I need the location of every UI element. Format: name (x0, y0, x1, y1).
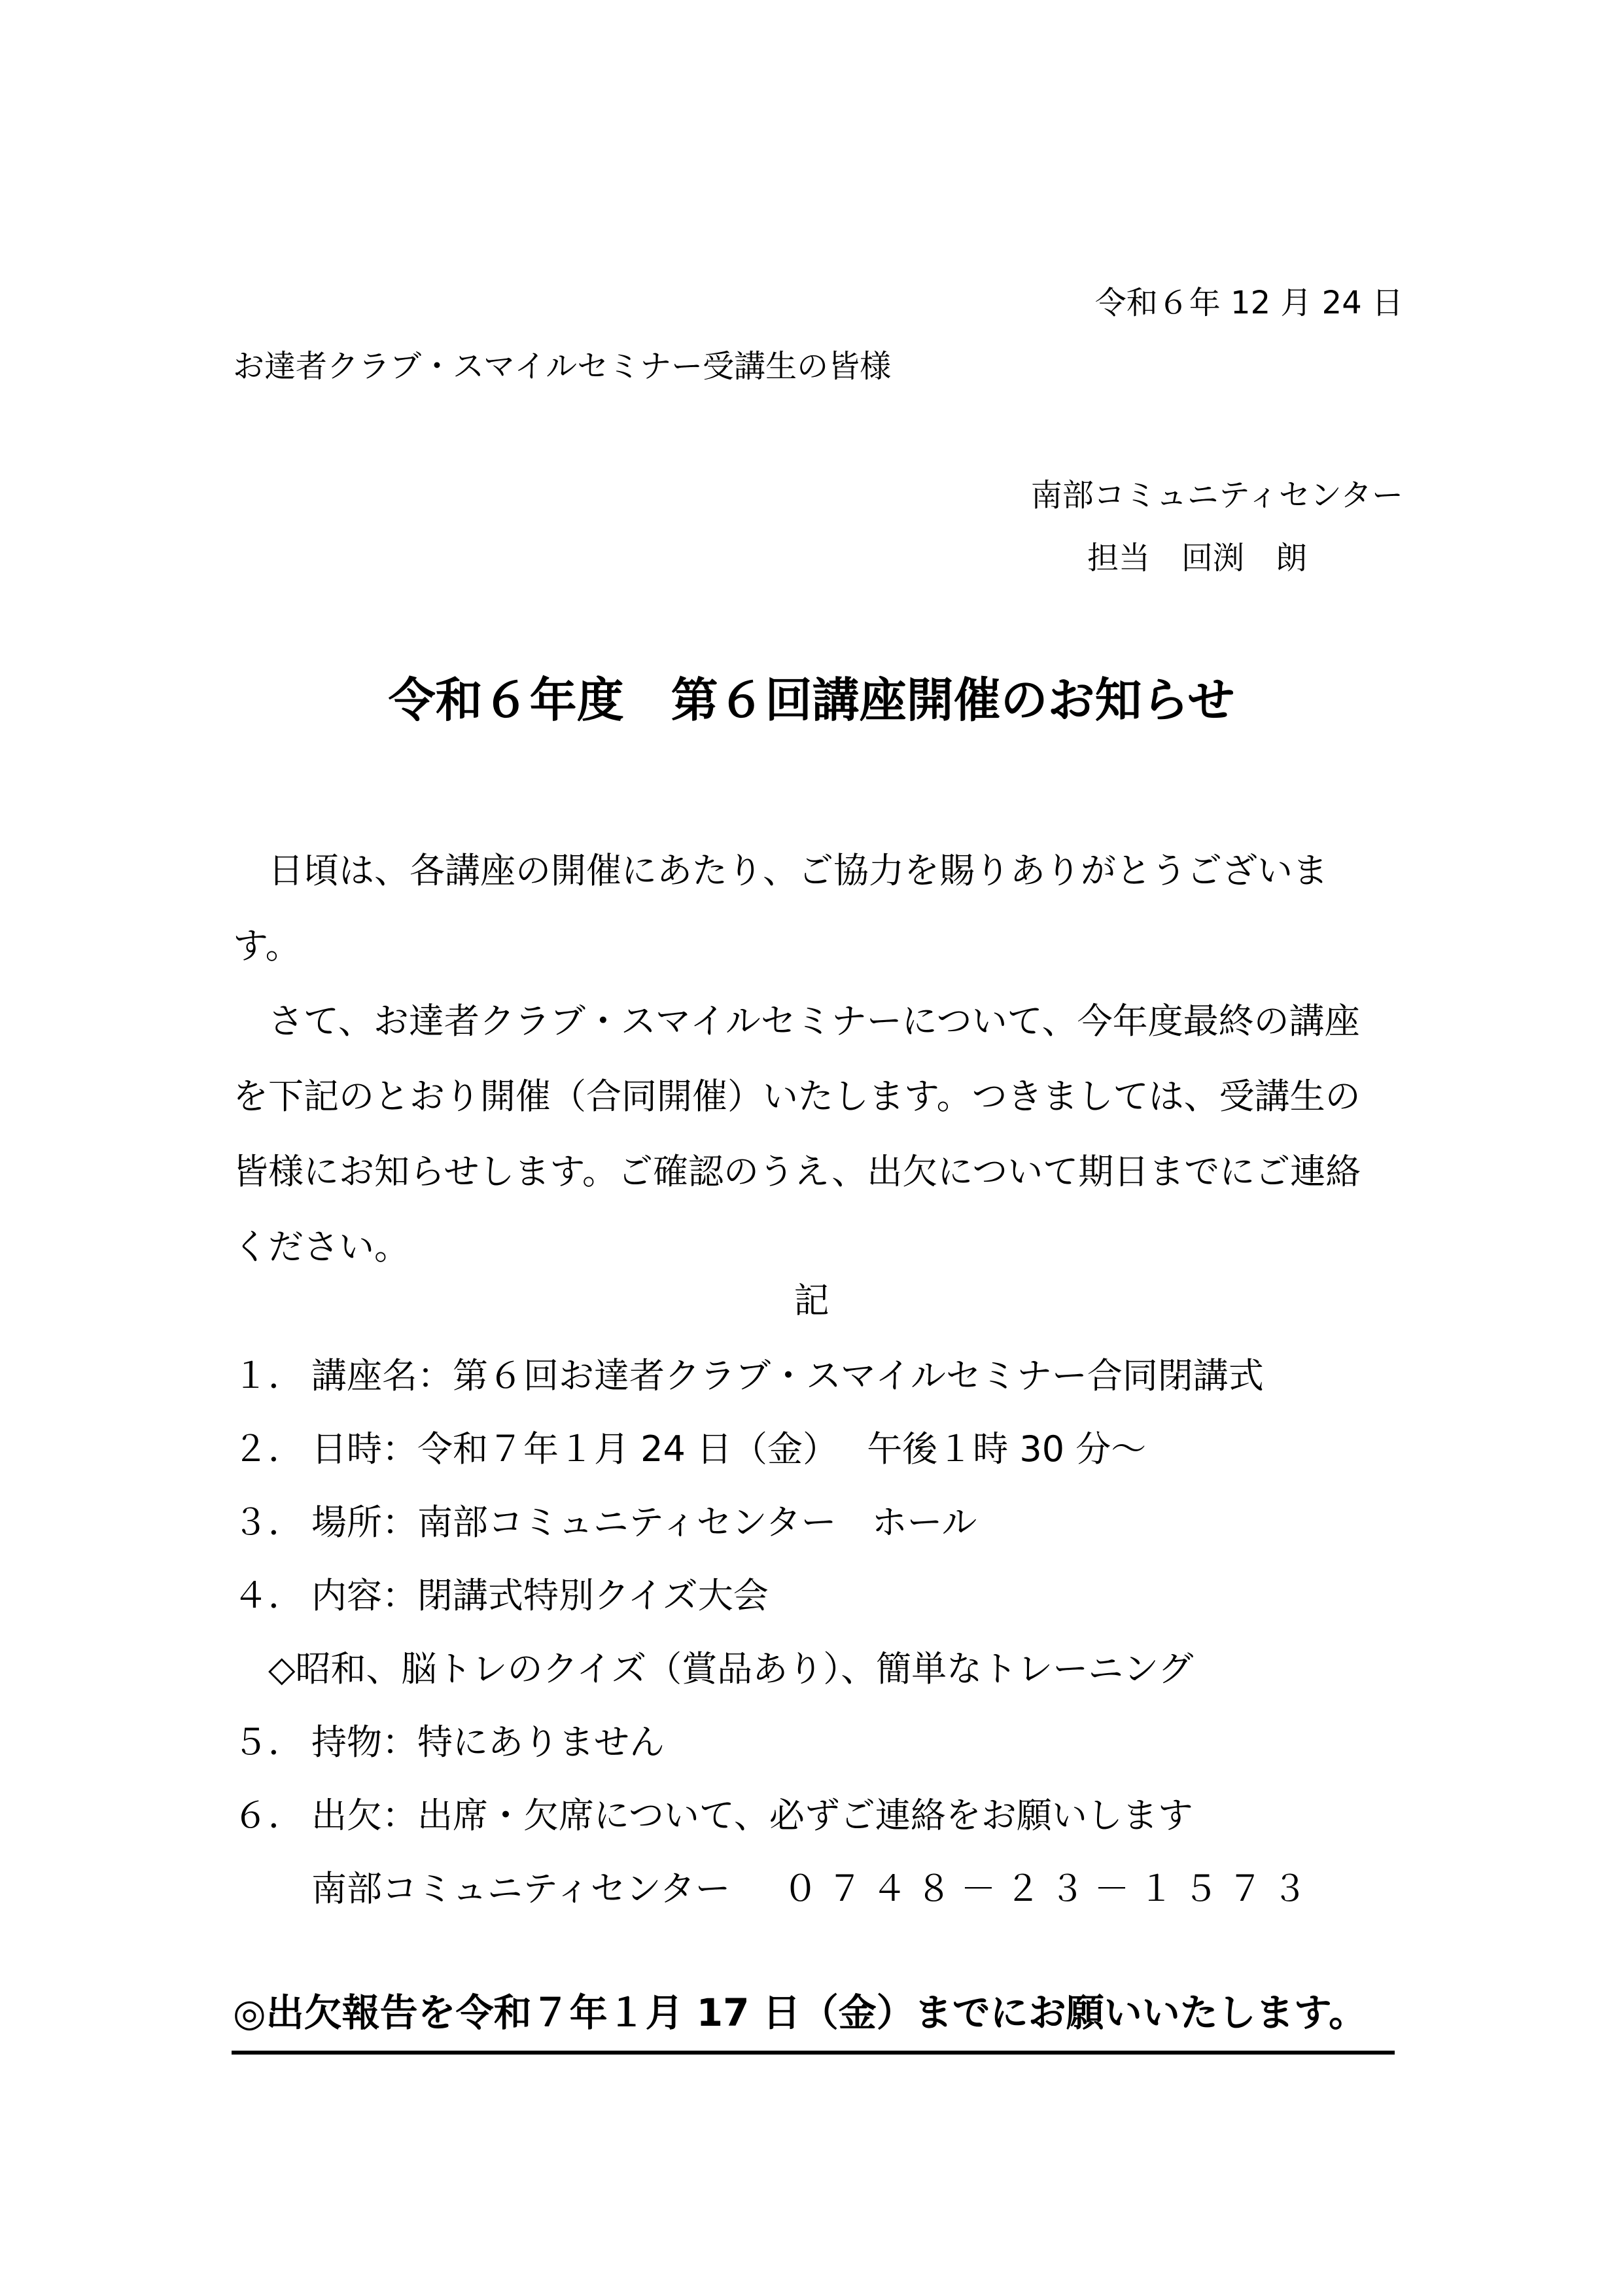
contact-phone: ０７４８－２３－１５７３ (782, 1868, 1317, 1909)
list-item-place (233, 1501, 977, 1544)
contact-line (311, 1867, 1316, 1911)
list-item-text: 内容：閉講式特別クイズ大会 (311, 1575, 769, 1616)
list-item-text: 持物：特にありません (311, 1722, 665, 1763)
body-paragraph-announcement: さて、お達者クラブ・スマイルセミナーについて、今年度最終の講座を下記のとおり開催（合同開催）いたします。つきましては、受講生の皆様にお知らせします。ご確認のうえ、出欠について期日までにご連絡ください。 (233, 1000, 1361, 1267)
list-item-text: 出欠：出席・欠席について、必ずご連絡をお願いします (311, 1795, 1193, 1836)
list-item-datetime (233, 1428, 1146, 1471)
document-date: 令和６年 12 月 24 日 (1094, 285, 1403, 321)
list-item-text: 日時：令和７年１月 24 日（金） 午後１時 30 分～ (311, 1428, 1147, 1470)
list-item-belongings (233, 1721, 665, 1764)
list-item-course-name (233, 1354, 1264, 1398)
deadline-notice: ◎出欠報告を令和７年１月 17 日（金）までにお願いいたします。 (233, 1990, 1367, 2035)
content-detail: ◇昭和、脳トレのクイズ（賞品あり）、簡単なトレーニング (268, 1648, 1194, 1689)
body-paragraph-greeting: 日頃は、各講座の開催にあたり、ご協力を賜りありがとうございます。 (233, 850, 1328, 966)
list-item-content (233, 1574, 769, 1617)
addressee: お達者クラブ・スマイルセミナー受講生の皆様 (233, 348, 892, 385)
contact-name: 南部コミュニティセンター (311, 1868, 731, 1909)
body-text (233, 833, 1394, 1284)
sender-person: 担当 回渕 朗 (1087, 540, 1308, 576)
list-item-text: 講座名：第６回お達者クラブ・スマイルセミナー合同閉講式 (311, 1355, 1264, 1396)
deadline-double-underline (232, 2051, 1395, 2055)
list-item-number: ６． (233, 1795, 304, 1836)
ki-heading: 記 (794, 1280, 829, 1321)
sender-organization: 南部コミュニティセンター (1030, 477, 1403, 514)
list-item-number: ４． (233, 1575, 304, 1616)
list-item-attendance (233, 1794, 1193, 1837)
list-item-text: 場所：南部コミュニティセンター ホール (311, 1502, 977, 1543)
list-item-number: ３． (233, 1502, 304, 1543)
list-item-number: １． (233, 1355, 304, 1396)
list-item-number: ２． (233, 1428, 304, 1470)
list-item-number: ５． (233, 1722, 304, 1763)
document-title: 令和６年度 第６回講座開催のお知らせ (388, 673, 1235, 728)
